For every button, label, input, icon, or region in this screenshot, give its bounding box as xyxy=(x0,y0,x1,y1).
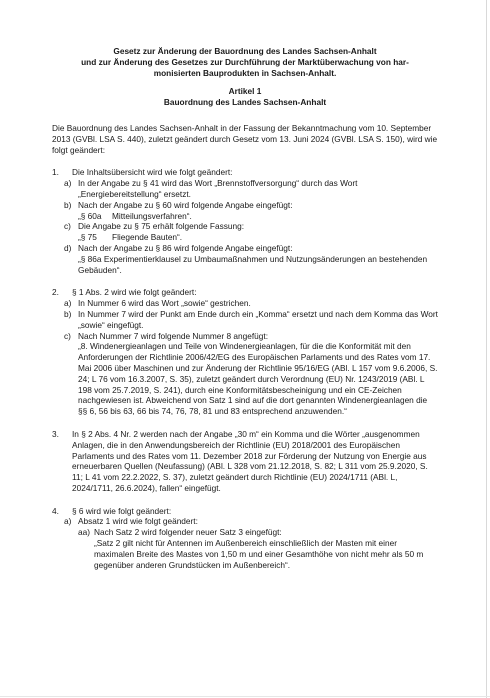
section-text: In § 2 Abs. 4 Nr. 2 werden nach der Angabe „30 m“ ein Komma und die Wörter „ausgenommen Anlagen, die in den Anwendungsbereich der Richtlinie (EU) 2018/2001 des Europäischen Parlaments und des Rates vom 11. Dezember 2018 zur Förderung der Nutzung von Energie aus erneuerbaren Quellen (Neufassung) (ABl. L 328 vom 21.12.2018, S. 82; L 311 vom 25.9.2020, S. 11; L 41 vom 22.2.2022, S. 37), zuletzt geändert durch Richtlinie (EU) 2024/1711 (ABl. L, 2024/1711, 26.6.2024), fallen“ eingefügt. xyxy=(72,428,428,493)
item-letter: a) xyxy=(64,178,72,189)
section-number: 4. xyxy=(52,505,59,516)
item-quote: „§ 86a Experimentierklausel zu Umbaumaßnahmen und Nutzungsänderungen an bestehenden Gebäuden“. xyxy=(78,253,428,275)
document-body xyxy=(52,46,438,570)
section-4 xyxy=(52,506,438,517)
item-text: In Nummer 6 wird das Wort „sowie“ gestrichen. xyxy=(78,298,251,309)
item-text: Die Angabe zu § 75 erhält folgende Fassung: xyxy=(78,221,245,232)
item-text: In Nummer 7 wird der Punkt am Ende durch ein „Komma“ ersetzt und nach dem Komma das Wort „sowie“ eingefügt. xyxy=(78,308,438,330)
section-2-item-b xyxy=(52,309,438,331)
section-text: § 1 Abs. 2 wird wie folgt geändert: xyxy=(72,287,197,298)
section-1-item-a xyxy=(52,178,438,200)
article-title: Bauordnung des Landes Sachsen-Anhalt xyxy=(163,97,327,108)
law-title-line: und zur Änderung des Gesetzes zur Durchführung der Marktüberwachung von har- xyxy=(81,56,409,67)
section-1-item-b xyxy=(52,200,438,222)
quote-text: Mitteilungsverfahren“. xyxy=(112,210,192,221)
quote-text: Fliegende Bauten“. xyxy=(112,232,183,243)
item-letter: b) xyxy=(64,308,72,319)
section-3 xyxy=(52,429,438,494)
article-heading xyxy=(52,86,438,108)
section-2 xyxy=(52,287,438,298)
item-letter: c) xyxy=(64,221,71,232)
item-text: Nach der Angabe zu § 60 wird folgende Angabe eingefügt: xyxy=(78,199,293,210)
subitem-text: Nach Satz 2 wird folgender neuer Satz 3 eingefügt: xyxy=(94,527,282,538)
item-letter: c) xyxy=(64,330,71,341)
item-text: Absatz 1 wird wie folgt geändert: xyxy=(78,516,198,527)
section-4-subitem-aa xyxy=(52,527,438,570)
section-4-item-a xyxy=(52,516,438,527)
subitem-quote: „Satz 2 gilt nicht für Antennen im Außenbereich einschließlich der Masten mit einer maximalen Breite des Mastes von 1,50 m und einer Gesamthöhe von nicht mehr als 50 m gegenüber anderen Grundstücken im Außenbereich“. xyxy=(94,538,424,570)
item-quote xyxy=(78,211,438,222)
item-text: Nach Nummer 7 wird folgende Nummer 8 angefügt: xyxy=(78,330,268,341)
section-text: § 6 wird wie folgt geändert: xyxy=(72,505,172,516)
item-letter: a) xyxy=(64,298,72,309)
item-letter: b) xyxy=(64,199,72,210)
section-2-item-a xyxy=(52,298,438,309)
intro-paragraph: Die Bauordnung des Landes Sachsen-Anhalt in der Fassung der Bekanntmachung vom 10. September 2013 (GVBl. LSA S. 440), zuletzt geändert durch Gesetz vom 13. Juni 2024 (GVBl. LSA S. 150), wird wie folgt geändert: xyxy=(52,122,438,155)
page-edge-right xyxy=(486,0,487,698)
article-number: Artikel 1 xyxy=(228,86,262,97)
quote-number: „§ 75 xyxy=(78,232,97,243)
item-quote: „8. Windenergieanlagen und Teile von Windenergieanlagen, für die die Konformität mit den Anforderungen der Richtlinie 2006/42/EG des Europäischen Parlaments und des Rates vom 17. Mai 2006 über Maschinen und zur Änderung der Richtlinie 95/16/EG (ABl. L 157 vom 9.6.2006, S. 24; L 76 vom 16.3.2007, S. 35), zuletzt geändert durch Verordnung (EU) Nr. 1243/2019 (ABl. L 198 vom 25.7.2019, S. 241), durch eine Konformitätsbescheinigung und ein CE-Zeichen nachgewiesen ist. Abweichend von Satz 1 sind auf die dort genannten Windenergieanlagen die §§ 6, 56 bis 63, 66 bis 74, 76, 78, 81 und 83 entsprechend anzuwenden.“ xyxy=(78,341,438,417)
section-number: 3. xyxy=(52,428,59,439)
section-1 xyxy=(52,167,438,178)
section-text: Die Inhaltsübersicht wird wie folgt geändert: xyxy=(72,167,233,178)
section-number: 2. xyxy=(52,287,59,298)
item-text: Nach der Angabe zu § 86 wird folgende Angabe eingefügt: xyxy=(78,242,293,253)
subitem-letter: aa) xyxy=(78,527,90,538)
item-letter: d) xyxy=(64,242,72,253)
section-1-item-c xyxy=(52,221,438,243)
section-1-item-d xyxy=(52,243,438,275)
law-title-line: monisierten Bauprodukten in Sachsen-Anhalt. xyxy=(153,67,337,78)
quote-number: „§ 60a xyxy=(78,210,102,221)
item-quote xyxy=(78,232,438,243)
law-title xyxy=(52,46,438,78)
item-letter: a) xyxy=(64,516,72,527)
page-edge-bottom xyxy=(0,696,490,697)
section-number: 1. xyxy=(52,167,59,178)
section-2-item-c xyxy=(52,331,438,417)
law-title-line: Gesetz zur Änderung der Bauordnung des Landes Sachsen-Anhalt xyxy=(113,46,377,56)
item-text: In der Angabe zu § 41 wird das Wort „Brennstoffversorgung“ durch das Wort „Energiebereitstellung“ ersetzt. xyxy=(78,178,358,199)
